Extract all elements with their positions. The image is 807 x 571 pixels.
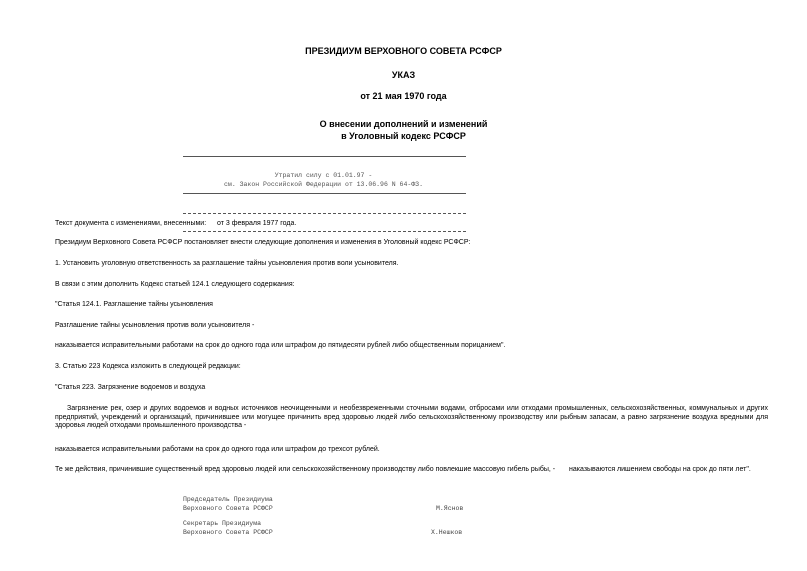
issuer-heading: ПРЕЗИДИУМ ВЕРХОВНОГО СОВЕТА РСФСР [305,46,502,56]
amendments-value: от 3 февраля 1977 года. [217,220,297,227]
top-divider [183,156,466,157]
amendments-label: Текст документа с изменениями, внесенными: [55,220,207,227]
paragraph-article-223-penalty: наказывается исправительными работами на срок до одного года или штрафом до трехсот рублей. [55,446,380,453]
doc-date: от 21 мая 1970 года [360,91,447,101]
paragraph-article-124-1-title: "Статья 124.1. Разглашение тайны усыновления [55,301,213,308]
signature-2-role-line2: Верховного Совета РСФСР [183,529,273,536]
aggravated-penalty: наказываются лишением свободы на срок до пяти лет". [569,466,751,473]
doc-title-line2: в Уголовный кодекс РСФСР [341,131,466,141]
signature-1-role-line1: Председатель Президиума [183,496,273,503]
signature-1-name: М.Яснов [436,505,464,512]
amendments-bottom-dashes [183,231,466,232]
paragraph-item-1: 1. Установить уголовную ответственность за разглашение тайны усыновления против воли усыновителя. [55,260,399,267]
signature-2-name: Х.Нешков [431,529,463,536]
paragraph-article-223-title: "Статья 223. Загрязнение водоемов и воздуха [55,384,206,391]
paragraph-preamble: Президиум Верховного Совета РСФСР постановляет внести следующие дополнения и изменения в Уголовный кодекс РСФСР: [55,239,471,246]
paragraph-article-124-1-text: Разглашение тайны усыновления против воли усыновителя - [55,322,255,329]
signature-1-role-line2: Верховного Совета РСФСР [183,505,273,512]
doc-type-heading: УКАЗ [391,70,416,80]
paragraph-addition-intro: В связи с этим дополнить Кодекс статьей 124.1 следующего содержания: [55,281,295,288]
amendments-top-dashes [183,213,466,214]
doc-title-line1: О внесении дополнений и изменений [319,119,488,129]
paragraph-item-3: 3. Статью 223 Кодекса изложить в следующей редакции: [55,363,241,370]
paragraph-article-223-text: Загрязнение рек, озер и других водоемов и водных источников неочищенными и необезвреженными сточными водами, отбросами или отходами промышленных, сельскохозяйственных, коммунальных и других предприятий, учреждений и организаций, причинившее или могущее причинить вред здоровью людей либо сельскохозяйственному производству или рыбным запасам, а равно загрязнение воздуха вредными для здоровья людей отходами промышленного производства - [55,405,768,429]
aggravated-clause: Те же действия, причинившие существенный вред здоровью людей или сельскохозяйственному производству либо повлекшие массовую гибель рыбы, - [55,466,556,473]
notice-divider [183,193,466,194]
signature-2-role-line1: Секретарь Президиума [183,520,262,527]
paragraph-article-223-aggravated [55,466,751,474]
paragraph-article-124-1-penalty: наказывается исправительными работами на срок до одного года или штрафом до пятидесяти рублей либо общественным порицанием". [55,342,506,349]
repeal-notice-line1: Утратил силу с 01.01.97 - [274,172,373,179]
repeal-notice-line2: см. Закон Российской Федерации от 13.06.96 N 64-ФЗ. [224,181,423,188]
